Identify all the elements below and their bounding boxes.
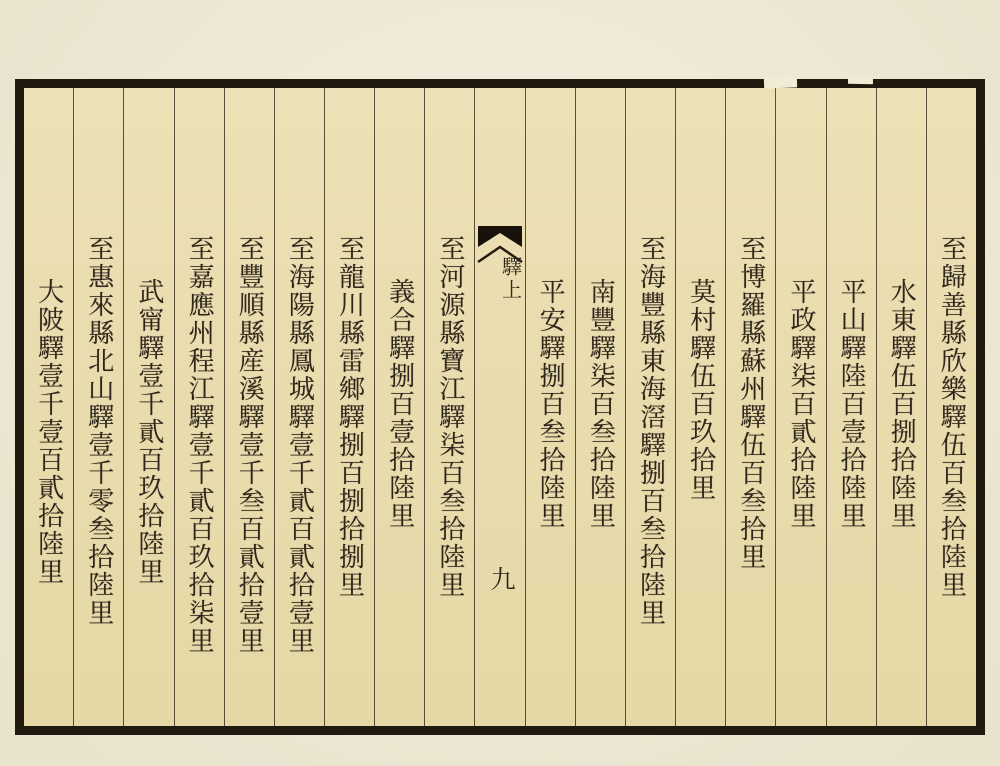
text-column	[926, 88, 976, 726]
border-damage-mark	[764, 75, 797, 88]
column-text: 大陂驛壹千壹百貳拾陸里	[34, 278, 64, 586]
page-border-frame	[15, 79, 985, 735]
column-text: 平山驛陸百壹拾陸里	[837, 278, 867, 530]
text-column	[174, 88, 224, 726]
column-text: 平安驛捌百叁拾陸里	[536, 278, 566, 530]
column-text: 至豐順縣産溪驛壹千叁百貳拾壹里	[235, 235, 265, 655]
column-text: 莫村驛伍百玖拾里	[686, 278, 716, 502]
column-text: 水東驛伍百捌拾陸里	[887, 278, 917, 530]
text-column	[123, 88, 173, 726]
column-text: 至海豐縣東海滘驛捌百叁拾陸里	[636, 235, 666, 627]
column-text: 至嘉應州程江驛壹千貳百玖拾柒里	[185, 235, 215, 655]
text-column	[324, 88, 374, 726]
text-column	[575, 88, 625, 726]
column-text: 南豐驛柒百叁拾陸里	[586, 278, 616, 530]
page-number: 九	[490, 567, 516, 594]
column-text: 至河源縣寶江驛柒百叁拾陸里	[435, 235, 465, 599]
column-text: 至龍川縣雷鄉驛捌百捌拾捌里	[335, 235, 365, 599]
column-text: 至歸善縣欣樂驛伍百叁拾陸里	[937, 235, 967, 599]
text-column	[826, 88, 876, 726]
text-column	[725, 88, 775, 726]
text-columns-container	[24, 88, 976, 726]
text-column	[675, 88, 725, 726]
text-column	[374, 88, 424, 726]
text-column	[424, 88, 474, 726]
text-column	[876, 88, 926, 726]
column-text: 至博羅縣蘇州驛伍百叁拾里	[736, 235, 766, 571]
column-text: 至海陽縣鳳城驛壹千貳百貳拾壹里	[285, 235, 315, 655]
text-column	[525, 88, 575, 726]
text-column	[224, 88, 274, 726]
banxin-center-column	[474, 88, 524, 726]
column-text: 至惠來縣北山驛壹千零叁拾陸里	[84, 235, 114, 627]
text-column	[73, 88, 123, 726]
border-damage-mark	[848, 76, 873, 84]
column-text: 平政驛柒百貳拾陸里	[786, 278, 816, 530]
column-text: 義合驛捌百壹拾陸里	[385, 278, 415, 530]
column-text: 武甯驛壹千貳百玖拾陸里	[134, 278, 164, 586]
section-label: 驛上	[498, 256, 521, 302]
text-column	[24, 88, 73, 726]
text-column	[274, 88, 324, 726]
text-column	[625, 88, 675, 726]
text-column	[775, 88, 825, 726]
